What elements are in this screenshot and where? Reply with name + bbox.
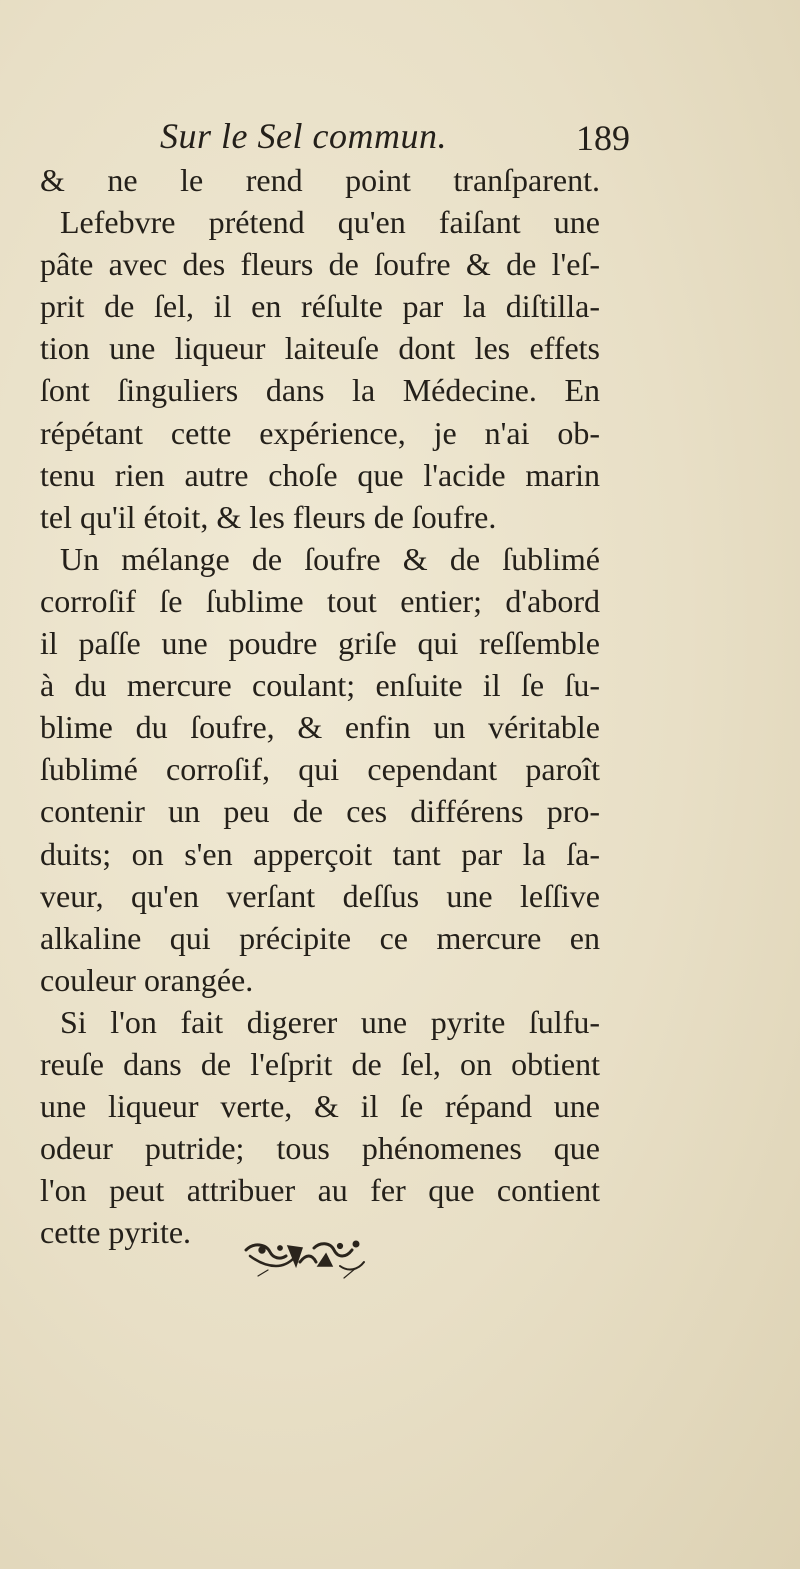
text-line: contenir un peu de ces différens pro- bbox=[40, 793, 600, 830]
text-line: odeur putride; tous phénomenes que bbox=[40, 1130, 600, 1167]
text-line: Lefebvre prétend qu'en faiſant une bbox=[60, 204, 600, 241]
text-line: tel qu'il étoit, & les fleurs de ſoufre. bbox=[40, 498, 497, 535]
text-line: une liqueur verte, & il ſe répand une bbox=[40, 1088, 600, 1125]
text-line: pâte avec des fleurs de ſoufre & de l'eſ- bbox=[40, 246, 600, 283]
page-number: 189 bbox=[576, 118, 630, 158]
text-line: répétant cette expérience, je n'ai ob- bbox=[40, 414, 600, 451]
text-line: Si l'on fait digerer une pyrite ſulfu- bbox=[60, 1003, 600, 1040]
running-title: Sur le Sel commun. bbox=[160, 116, 447, 156]
text-line: Un mélange de ſoufre & de ſublimé bbox=[60, 540, 600, 577]
printers-ornament-icon bbox=[240, 1236, 370, 1284]
text-line: tenu rien autre choſe que l'acide marin bbox=[40, 456, 600, 493]
text-line: l'on peut attribuer au fer que contient bbox=[40, 1172, 600, 1209]
text-line: veur, qu'en verſant deſſus une leſſive bbox=[40, 877, 600, 914]
text-line: duits; on s'en apperçoit tant par la ſa- bbox=[40, 835, 600, 872]
text-line: il paſſe une poudre griſe qui reſſemble bbox=[40, 625, 600, 662]
text-line: & ne le rend point tranſparent. bbox=[40, 162, 600, 198]
text-line: ſont ſinguliers dans la Médecine. En bbox=[40, 372, 600, 409]
text-line: reuſe dans de l'eſprit de ſel, on obtient bbox=[40, 1045, 600, 1082]
text-line: couleur orangée. bbox=[40, 961, 254, 998]
text-line: tion une liqueur laiteuſe dont les effets bbox=[40, 330, 600, 367]
text-line: à du mercure coulant; enſuite il ſe ſu- bbox=[40, 667, 600, 704]
text-line: ſublimé corroſif, qui cependant paroît bbox=[40, 751, 600, 788]
page-header bbox=[160, 112, 630, 160]
text-line: cette pyrite. bbox=[40, 1214, 192, 1251]
text-line: corroſif ſe ſublime tout entier; d'abord bbox=[40, 582, 600, 619]
body-text bbox=[40, 159, 600, 1253]
text-line: blime du ſoufre, & enfin un véritable bbox=[40, 709, 600, 746]
text-line: prit de ſel, il en réſulte par la diſtilla- bbox=[40, 288, 600, 325]
text-line: alkaline qui précipite ce mercure en bbox=[40, 919, 600, 956]
